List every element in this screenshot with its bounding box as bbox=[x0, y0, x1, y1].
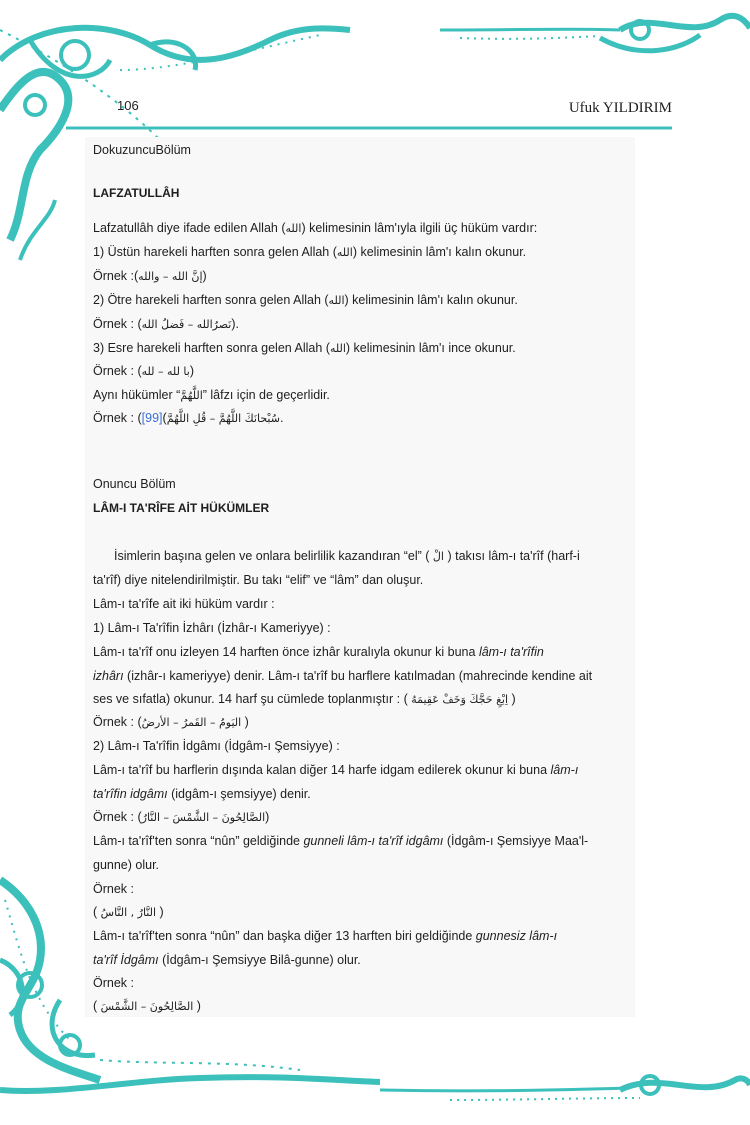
example-line: Örnek : bbox=[93, 976, 134, 990]
example-line: Örnek : (الصَّالِحُونَ – الشَّمْسَ – النَّارُ) bbox=[93, 810, 270, 824]
example-line: Örnek : ( سُبْحانَكَ اللَّهُمَّ – قُلِ اللَّهُمَّ)[99] . bbox=[93, 411, 284, 425]
top-right-ornament-icon bbox=[440, 16, 750, 51]
rule-line: 3) Esre harekeli harften sonra gelen Allah (الله) kelimesinin lâm'ı ince okunur. bbox=[93, 341, 516, 355]
paragraph: Lâm-ı ta'rîfe ait iki hüküm vardır : bbox=[93, 597, 275, 611]
footnote-link[interactable]: [99] bbox=[141, 411, 163, 425]
example-line: Örnek : (نَصرُالله – فَضلُ الله). bbox=[93, 317, 239, 331]
example-line: Örnek : (اليَومُ – القَمرُ – الأرضُ ) bbox=[93, 715, 249, 729]
paragraph: Lafzatullâh diye ifade edilen Allah (الله) kelimesinin lâm'ıyla ilgili üç hüküm vardır: bbox=[93, 221, 538, 235]
example-line: ( الصَّالِحُونَ – الشَّمْسَ ) bbox=[93, 999, 201, 1013]
paragraph: Lâm-ı ta'rîf'ten sonra “nûn” dan başka diğer 13 harften biri geldiğinde gunnesiz lâm-ı bbox=[93, 929, 558, 943]
running-header-author: Ufuk YILDIRIM bbox=[568, 100, 672, 116]
example-line: Örnek : (با لله – لله) bbox=[93, 364, 194, 378]
example-line: ( النَّارُ , النَّاسُ ) bbox=[93, 905, 164, 919]
subsection-heading: 2) Lâm-ı Ta'rîfin İdgâmı (İdgâm-ı Şemsiyye) : bbox=[93, 739, 340, 753]
section-title: LÂM-I TA'RÎFE AİT HÜKÜMLER bbox=[93, 501, 270, 515]
paragraph: izhârı (izhâr-ı kameriyye) denir. Lâm-ı ta'rîf bu harflere katılmadan (mahrecinde kendine ait bbox=[93, 669, 593, 683]
paragraph: ta'rîfin idgâmı (idgâm-ı şemsiyye) denir. bbox=[93, 787, 311, 801]
page-number: 106 bbox=[117, 98, 139, 113]
section-title: LAFZATULLÂH bbox=[93, 186, 180, 200]
rule-line: 1) Üstün harekeli harften sonra gelen Allah (الله) kelimesinin lâm'ı kalın okunur. bbox=[93, 245, 527, 259]
bottom-right-ornament-icon bbox=[380, 1076, 750, 1100]
paragraph: ta'rîf) diye nitelendirilmiştir. Bu takı “elif” ve “lâm” dan oluşur. bbox=[93, 573, 424, 587]
example-line: Örnek : bbox=[93, 882, 134, 896]
paragraph: İsimlerin başına gelen ve onlara belirlilik kazandıran “el” ( الْ ) takısı lâm-ı ta'rîf (harf-i bbox=[114, 549, 580, 563]
subsection-heading: 1) Lâm-ı Ta'rîfin İzhârı (İzhâr-ı Kameriyye) : bbox=[93, 621, 331, 635]
paragraph: Lâm-ı ta'rîf'ten sonra “nûn” geldiğinde gunneli lâm-ı ta'rîf idgâmı (İdgâm-ı Şemsiyye Maa'l- bbox=[93, 834, 589, 848]
paragraph: gunne) olur. bbox=[93, 858, 160, 872]
paragraph: Aynı hükümler “اللَّهُمَّ” lâfzı için de geçerlidir. bbox=[93, 388, 330, 402]
paragraph: Lâm-ı ta'rîf onu izleyen 14 harften önce izhâr kuralıyla okunur ki buna lâm-ı ta'rîfin bbox=[93, 645, 544, 659]
paragraph: ses ve sıfatla) okunur. 14 harf şu cümlede toplanmıştır : ( اِبْغِ حَجَّكَ وَخَفْ عَقِيمَهُ ) bbox=[93, 692, 516, 706]
example-line: Örnek :(إنَّ الله – والله) bbox=[93, 269, 207, 283]
paragraph: Lâm-ı ta'rîf bu harflerin dışında kalan diğer 14 harfe idgam edilerek okunur ki buna lâm-ı bbox=[93, 763, 579, 777]
chapter-label: Onuncu Bölüm bbox=[93, 477, 176, 491]
chapter-label: DokuzuncuBölüm bbox=[93, 143, 191, 157]
paragraph: ta'rîf İdgâmı (İdgâm-ı Şemsiyye Bilâ-gunne) olur. bbox=[93, 953, 361, 967]
rule-line: 2) Ötre harekeli harften sonra gelen Allah (الله) kelimesinin lâm'ı kalın okunur. bbox=[93, 293, 518, 307]
